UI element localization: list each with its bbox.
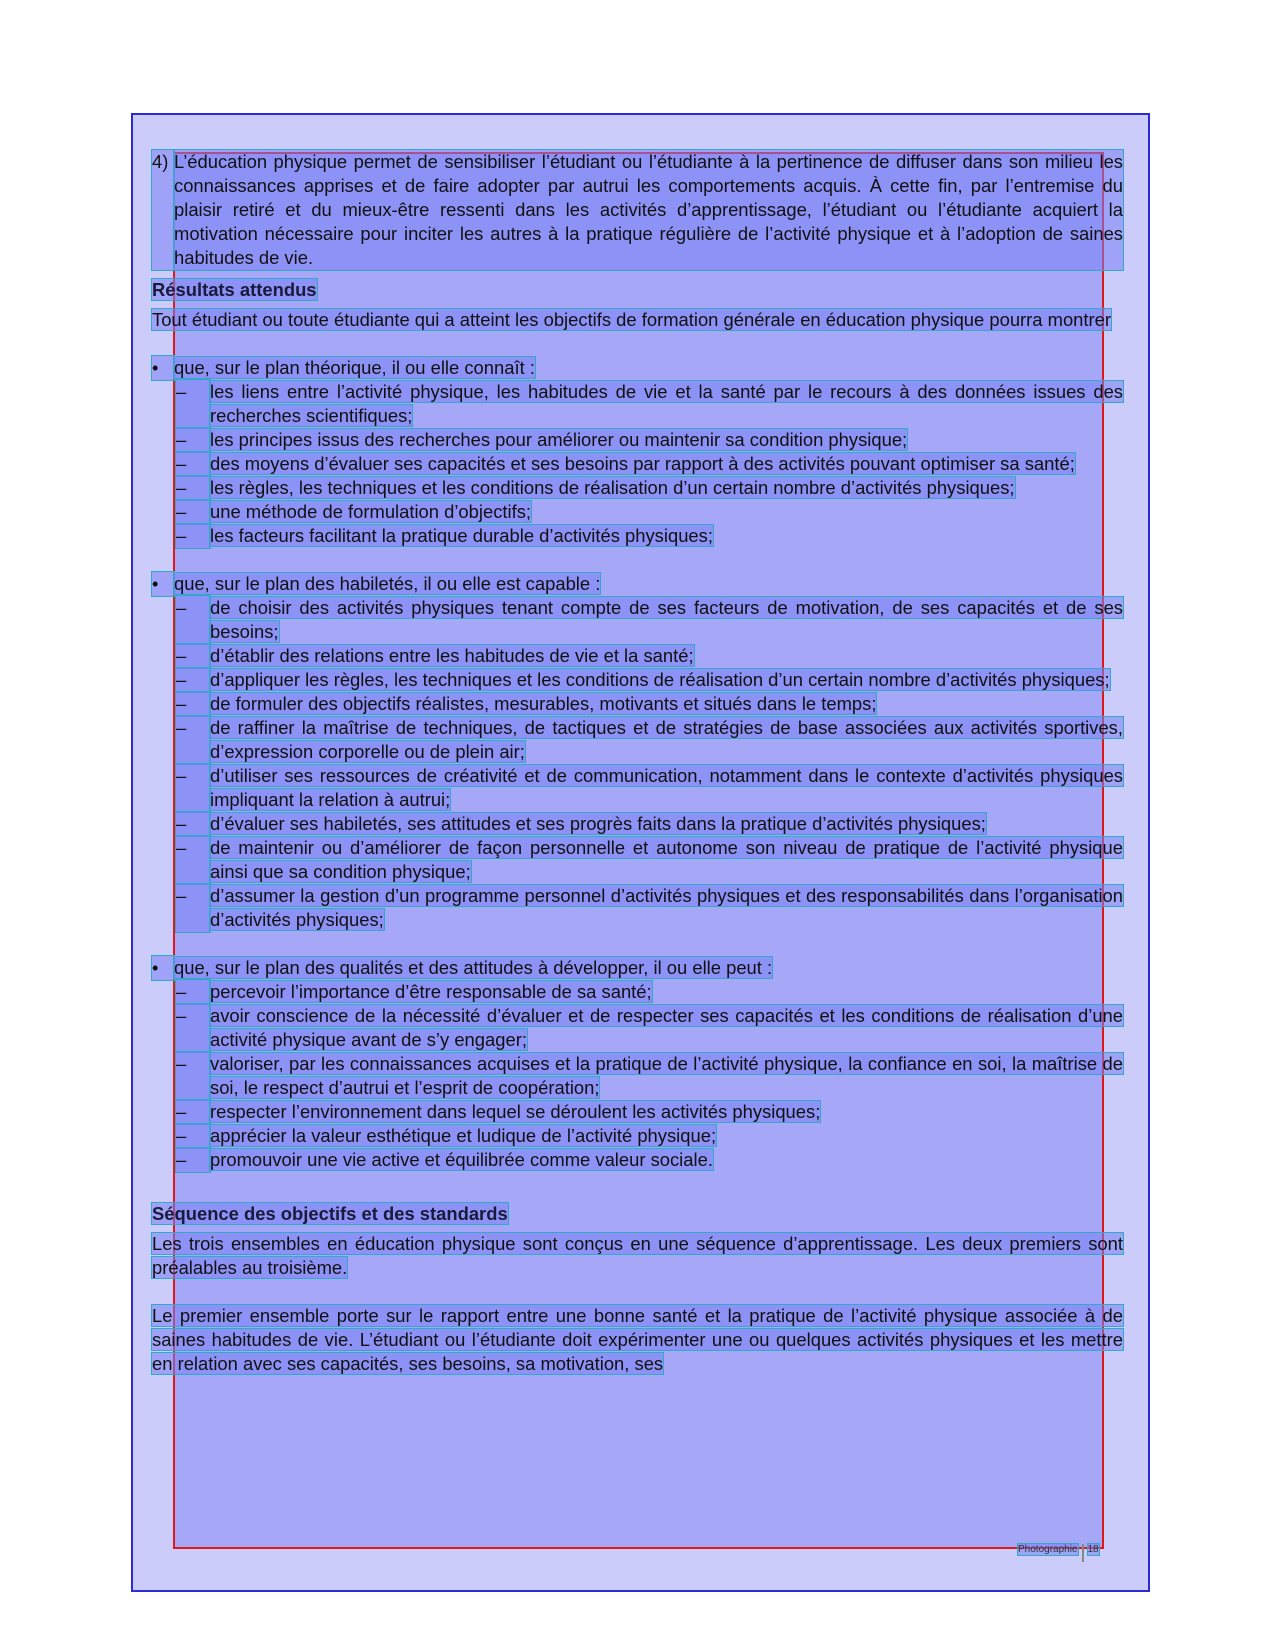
list-item: – de raffiner la maîtrise de techniques, de tactiques et de stratégies de base associées aux activités sportives, d’expression corporelle ou de plein air; bbox=[176, 717, 1123, 762]
resultats-intro: Tout étudiant ou toute étudiante qui a atteint les objectifs de formation générale en éducation physique pourra montrer bbox=[152, 309, 1111, 330]
page-footer bbox=[1018, 1544, 1099, 1562]
list-item: – promouvoir une vie active et équilibrée comme valeur sociale. bbox=[176, 1149, 713, 1170]
group-theorique: • que, sur le plan théorique, il ou elle connaît : bbox=[152, 357, 535, 378]
list-item: – de maintenir ou d’améliorer de façon personnelle et autonome son niveau de pratique de l’activité physique ainsi que sa condition physique; bbox=[176, 837, 1123, 882]
list-habiletes bbox=[152, 596, 1123, 932]
page-number: 18 bbox=[1087, 1544, 1099, 1555]
list-item: – d’évaluer ses habiletés, ses attitudes et ses progrès faits dans la pratique d’activités physiques; bbox=[176, 813, 986, 834]
bullet-icon: • bbox=[152, 572, 174, 596]
list-item: – d’utiliser ses ressources de créativité et de communication, notamment dans le contexte d’activités physiques impliquant la relation à autrui; bbox=[176, 765, 1123, 810]
sequence-paragraph-2: Le premier ensemble porte sur le rapport entre une bonne santé et la pratique de l’activité physique associée à de saines habitudes de vie. L’étudiant ou l’étudiante doit expérimenter une ou quelques activités physiques et les mettre en relation avec ses capacités, ses besoins, sa motivation, ses bbox=[152, 1305, 1123, 1374]
list-item: – les règles, les techniques et les conditions de réalisation d’un certain nombre d’activités physiques; bbox=[176, 477, 1015, 498]
list-attitudes bbox=[152, 980, 1123, 1172]
item-number: 4) bbox=[152, 150, 174, 270]
group-attitudes: • que, sur le plan des qualités et des attitudes à développer, il ou elle peut : bbox=[152, 957, 773, 978]
section-heading-sequence: Séquence des objectifs et des standards bbox=[152, 1203, 508, 1224]
bullet-icon: • bbox=[152, 956, 174, 980]
list-item: – les liens entre l’activité physique, les habitudes de vie et la santé par le recours à des données issues des recherches scientifiques; bbox=[176, 381, 1123, 426]
list-item: – les facteurs facilitant la pratique durable d’activités physiques; bbox=[176, 525, 713, 546]
list-item: – percevoir l’importance d’être responsable de sa santé; bbox=[176, 981, 652, 1002]
bullet-icon: • bbox=[152, 356, 174, 380]
list-item: – apprécier la valeur esthétique et ludique de l’activité physique; bbox=[176, 1125, 717, 1146]
section-heading-resultats: Résultats attendus bbox=[152, 279, 317, 300]
item-text: L’éducation physique permet de sensibiliser l’étudiant ou l’étudiante à la pertinence de diffuser dans son milieu les connaissances apprises et de faire adopter par autrui les comportements acquis. À cette fin, par l’entremise du plaisir retiré et du mieux-être ressenti dans les activités d’apprentissage, l’étudiant ou l’étudiante acquiert la motivation nécessaire pour inciter les autres à la pratique régulière de l’activité physique et à l’adoption de saines habitudes de vie. bbox=[174, 151, 1123, 268]
numbered-item bbox=[152, 150, 1123, 270]
list-item: – des moyens d’évaluer ses capacités et ses besoins par rapport à des activités pouvant optimiser sa santé; bbox=[176, 453, 1075, 474]
list-item: – de choisir des activités physiques tenant compte de ses facteurs de motivation, de ses capacités et de ses besoins; bbox=[176, 597, 1123, 642]
list-item: – de formuler des objectifs réalistes, mesurables, motivants et situés dans le temps; bbox=[176, 693, 877, 714]
sequence-paragraph-1: Les trois ensembles en éducation physique sont conçus en une séquence d’apprentissage. Les deux premiers sont préalables au troisième. bbox=[152, 1233, 1123, 1278]
footer-label: Photographie bbox=[1018, 1544, 1078, 1555]
list-item: – d’établir des relations entre les habitudes de vie et la santé; bbox=[176, 645, 694, 666]
list-item: – avoir conscience de la nécessité d’évaluer et de respecter ses capacités et les conditions de réalisation d’une activité physique avant de s’y engager; bbox=[176, 1005, 1123, 1050]
group-habiletes: • que, sur le plan des habiletés, il ou elle est capable : bbox=[152, 573, 601, 594]
list-item: – d’appliquer les règles, les techniques et les conditions de réalisation d’un certain nombre d’activités physiques; bbox=[176, 669, 1110, 690]
list-theorique bbox=[152, 380, 1123, 548]
document-content bbox=[152, 150, 1123, 1376]
list-item: – les principes issus des recherches pour améliorer ou maintenir sa condition physique; bbox=[176, 429, 908, 450]
list-item: – d’assumer la gestion d’un programme personnel d’activités physiques et des responsabilités dans l’organisation d’activités physiques; bbox=[176, 885, 1123, 930]
list-item: – valoriser, par les connaissances acquises et la pratique de l’activité physique, la confiance en soi, la maîtrise de soi, le respect d’autrui et l’esprit de coopération; bbox=[176, 1053, 1123, 1098]
list-item: – respecter l’environnement dans lequel se déroulent les activités physiques; bbox=[176, 1101, 821, 1122]
list-item: – une méthode de formulation d’objectifs; bbox=[176, 501, 532, 522]
footer-divider bbox=[1082, 1544, 1084, 1562]
